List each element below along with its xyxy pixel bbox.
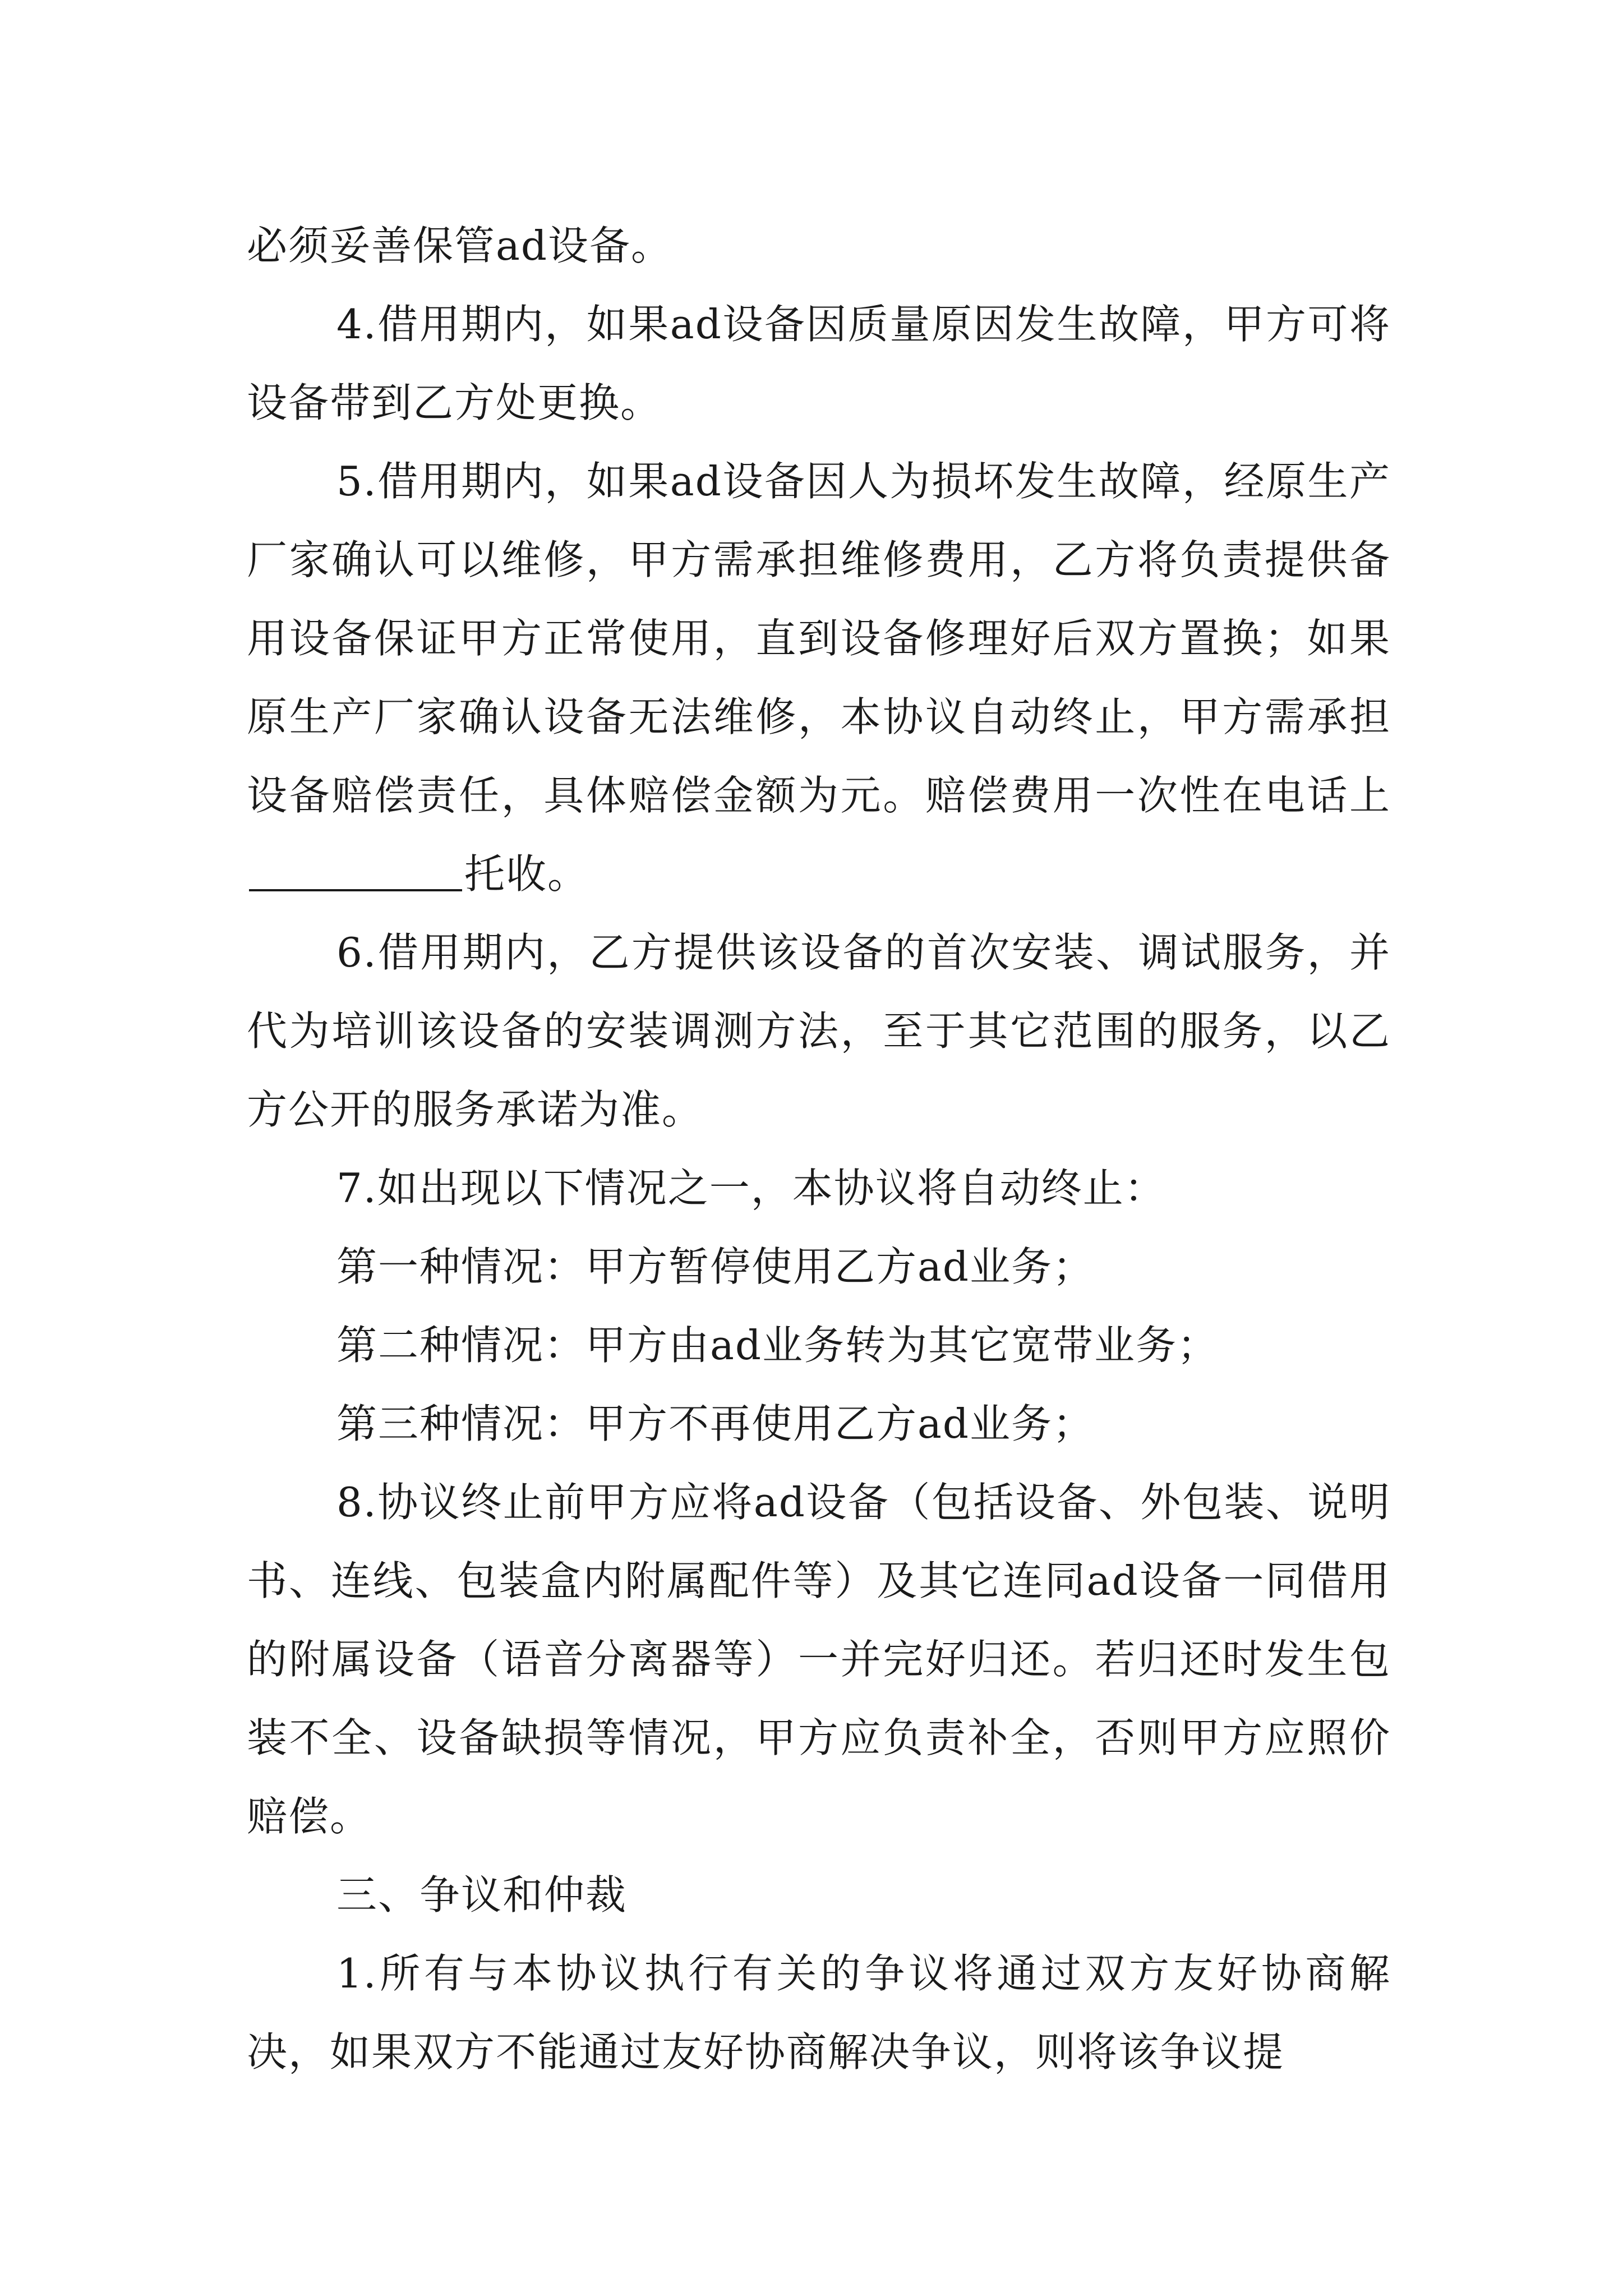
clause-5-tail: 托收。 — [464, 850, 589, 898]
clause-8: 8.协议终止前甲方应将ad设备（包括设备、外包装、说明书、连线、包装盒内附属配件等）及其它连同ad设备一同借用的附属设备（语音分离器等）一并完好归还。若归还时发生包装不全、设备缺损等情况，甲方应负责补全，否则甲方应照价赔偿。 — [247, 1479, 1391, 1840]
clause-7-case-1: 第一种情况：甲方暂停使用乙方ad业务； — [336, 1243, 1095, 1290]
clause-7-case-2: 第二种情况：甲方由ad业务转为其它宽带业务； — [336, 1322, 1219, 1369]
disputes-clause-1: 1.所有与本协议执行有关的争议将通过双方友好协商解决，如果双方不能通过友好协商解决争议，则将该争议提 — [247, 1950, 1391, 2076]
clause-7: 7.如出现以下情况之一，本协议将自动终止： — [336, 1165, 1166, 1212]
section-heading-disputes: 三、争议和仲裁 — [336, 1871, 628, 1918]
paragraph-continuation: 必须妥善保管ad设备。 — [247, 222, 673, 269]
clause-6: 6.借用期内，乙方提供该设备的首次安装、调试服务，并代为培训该设备的安装调测方法，至于其它范围的服务，以乙方公开的服务承诺为准。 — [247, 929, 1391, 1133]
document-body — [247, 206, 1391, 2091]
clause-7-case-3: 第三种情况：甲方不再使用乙方ad业务； — [336, 1400, 1095, 1447]
clause-4: 4.借用期内，如果ad设备因质量原因发生故障，甲方可将设备带到乙方处更换。 — [247, 301, 1391, 426]
clause-5 — [247, 442, 1391, 913]
clause-5-text: 5.借用期内，如果ad设备因人为损坏发生故障，经原生产厂家确认可以维修，甲方需承担维修费用，乙方将负责提供备用设备保证甲方正常使用，直到设备修理好后双方置换；如果原生产厂家确认设备无法维修，本协议自动终止，甲方需承担设备赔偿责任，具体赔偿金额为元。赔偿费用一次性在电话上 — [247, 458, 1391, 819]
fill-in-blank-line — [249, 849, 462, 891]
